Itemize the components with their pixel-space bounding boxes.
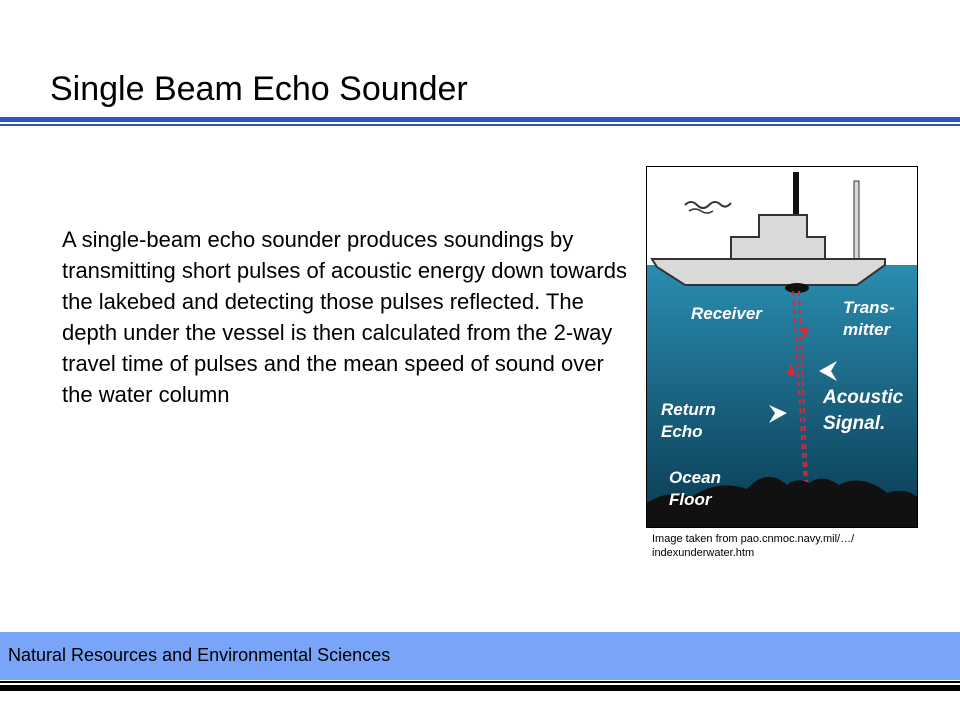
acoustic-signal-label-line2: Signal.: [823, 413, 886, 434]
acoustic-signal-label-line1: Acoustic: [823, 387, 904, 408]
receiver-label: Receiver: [691, 304, 762, 323]
footer-rule-thick: [0, 685, 960, 691]
ocean-floor-label-line2: Floor: [669, 490, 712, 509]
ship-antenna: [854, 181, 859, 259]
transducer-icon: [785, 283, 809, 293]
footer-text: Natural Resources and Environmental Sciences: [8, 645, 391, 665]
footer-rule: [0, 681, 960, 683]
ship-hull: [652, 259, 885, 285]
title-rule: [0, 117, 960, 122]
footer-band: [0, 632, 960, 680]
image-caption: Image taken from pao.cnmoc.navy.mil/…/ indexunderwater.htm: [652, 533, 855, 559]
body-paragraph: A single-beam echo sounder produces soundings by transmitting short pulses of acoustic energy down towards the lakebed and detecting those pulses reflected. The depth under the vessel is then calculated from the 2-way travel time of pulses and the mean speed of sound over the water column: [62, 227, 627, 407]
return-echo-label-line2: Echo: [661, 422, 703, 441]
return-echo-label-line1: Return: [661, 400, 716, 419]
ship-mast: [793, 172, 799, 216]
title-rule-secondary: [0, 124, 960, 126]
transmitter-label-line2: mitter: [843, 320, 891, 339]
ocean-floor-label-line1: Ocean: [669, 468, 721, 487]
slide-title: Single Beam Echo Sounder: [50, 70, 468, 108]
echo-sounder-diagram: [646, 166, 918, 528]
echo-sounder-illustration: [647, 167, 917, 527]
transmitter-label-line1: Trans-: [843, 298, 895, 317]
